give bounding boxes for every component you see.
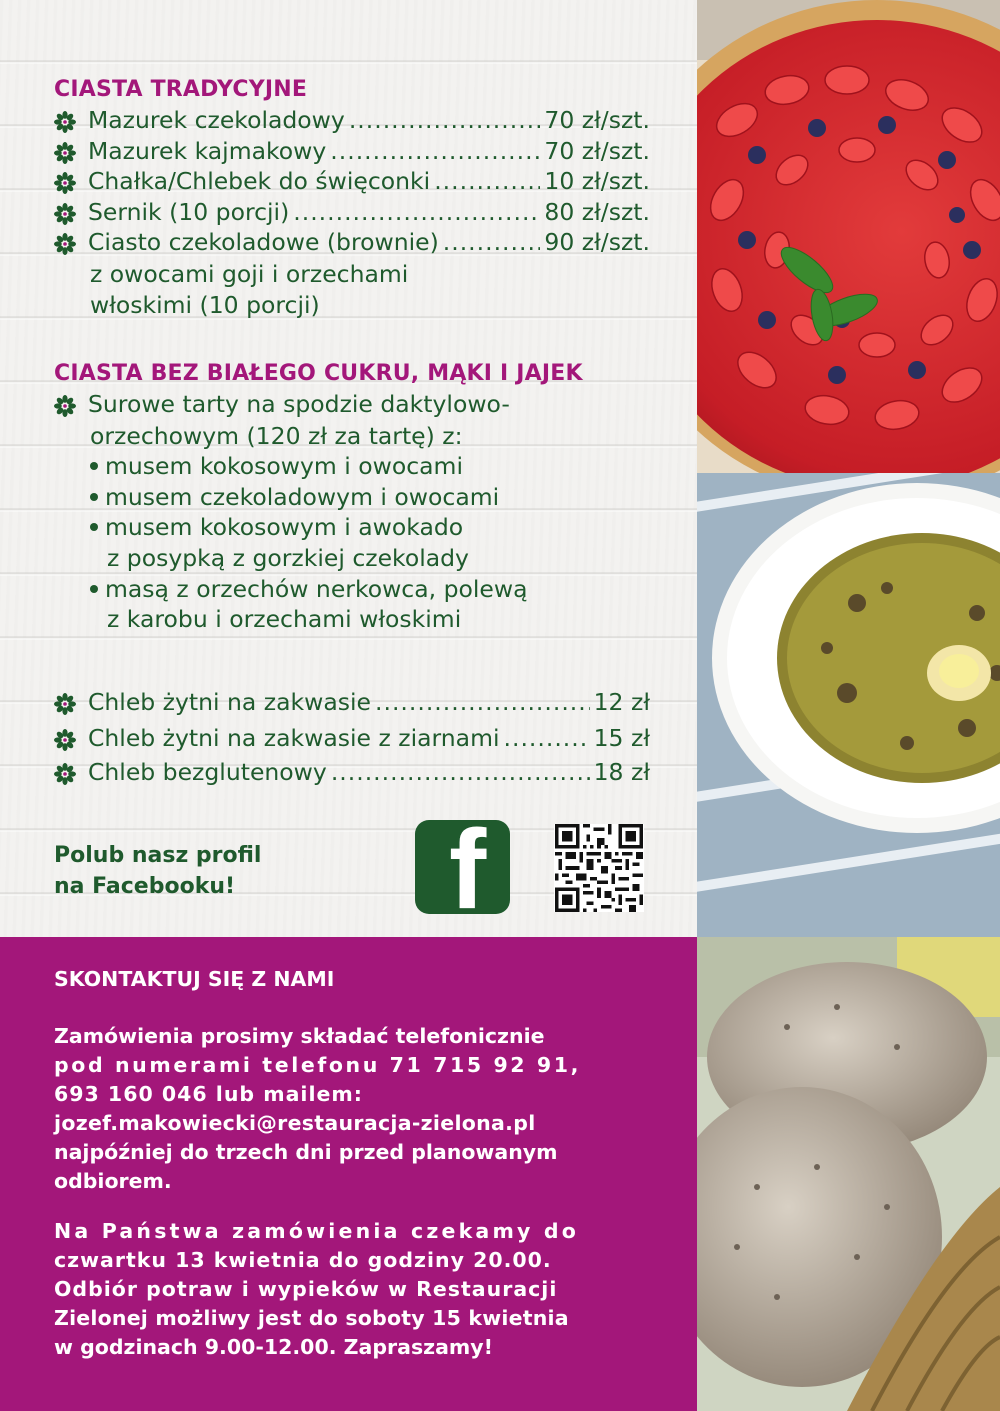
- flower-bullet-icon: [54, 729, 76, 751]
- bread-photo: [697, 937, 1000, 1411]
- menu-panel: [0, 0, 697, 937]
- contact-line: 693 160 046 lub mailem:: [54, 1082, 363, 1106]
- flower-bullet-icon: [54, 203, 76, 225]
- qr-code[interactable]: [554, 824, 644, 912]
- menu-item: Chleb żytni na zakwasie ..... 12 zł: [54, 688, 650, 720]
- contact-line: Zielonej możliwy jest do soboty 15 kwietnia: [54, 1306, 569, 1330]
- flower-bullet-icon: [54, 111, 76, 133]
- contact-line: najpóźniej do trzech dni przed planowanym: [54, 1140, 558, 1164]
- flower-bullet-icon: [54, 763, 76, 785]
- contact-line: w godzinach 9.00-12.00. Zapraszamy!: [54, 1335, 493, 1359]
- contact-panel: [0, 937, 697, 1411]
- menu-item-continuation: z owocami goji i orzechami: [90, 260, 409, 288]
- menu-item-continuation: orzechowym (120 zł za tartę) z:: [90, 422, 463, 450]
- section-title-traditional: CIASTA TRADYCYJNE: [54, 77, 308, 102]
- menu-item: Mazurek kajmakowy ..... 70 zł/szt.: [54, 137, 650, 169]
- list-item-continuation: z karobu i orzechami włoskimi: [107, 605, 462, 633]
- facebook-icon[interactable]: f: [415, 820, 510, 914]
- list-item: musem kokosowym i owocami: [90, 452, 463, 480]
- flower-bullet-icon: [54, 693, 76, 715]
- contact-line: Zamówienia prosimy składać telefonicznie: [54, 1024, 545, 1048]
- contact-line: Na Państwa zamówienia czekamy do: [54, 1219, 580, 1243]
- list-item: musem czekoladowym i owocami: [90, 483, 499, 511]
- contact-title: SKONTAKTUJ SIĘ Z NAMI: [54, 967, 335, 991]
- flower-bullet-icon: [54, 172, 76, 194]
- list-item: musem kokosowym i awokado: [90, 513, 463, 541]
- contact-line: odbiorem.: [54, 1169, 172, 1193]
- flower-bullet-icon: [54, 233, 76, 255]
- contact-line: pod numerami telefonu 71 715 92 91,: [54, 1053, 582, 1077]
- list-item-continuation: z posypką z gorzkiej czekolady: [107, 544, 469, 572]
- list-item: masą z orzechów nerkowca, polewą: [90, 575, 527, 603]
- contact-email[interactable]: jozef.makowiecki@restauracja-zielona.pl: [54, 1111, 536, 1135]
- contact-line: Odbiór potraw i wypieków w Restauracji: [54, 1277, 558, 1301]
- strawberry-tart-photo: [697, 0, 1000, 473]
- menu-item: Ciasto czekoladowe (brownie) ..... 90 zł/szt.: [54, 228, 650, 260]
- flower-bullet-icon: [54, 142, 76, 164]
- menu-item-continuation: włoskimi (10 porcji): [90, 291, 320, 319]
- section-title-sugar-free: CIASTA BEZ BIAŁEGO CUKRU, MĄKI I JAJEK: [54, 361, 583, 386]
- menu-item: Mazurek czekoladowy ..... 70 zł/szt.: [54, 106, 650, 138]
- contact-line: czwartku 13 kwietnia do godziny 20.00.: [54, 1248, 552, 1272]
- menu-item: Surowe tarty na spodzie daktylowo-: [54, 390, 650, 422]
- menu-item: Chałka/Chlebek do święconki ..... 10 zł/szt.: [54, 167, 650, 199]
- flower-bullet-icon: [54, 395, 76, 417]
- soup-photo: [697, 473, 1000, 937]
- menu-item: Sernik (10 porcji) ..... 80 zł/szt.: [54, 198, 650, 230]
- menu-item: Chleb bezglutenowy ..... 18 zł: [54, 758, 650, 790]
- menu-item: Chleb żytni na zakwasie z ziarnami ..... 15 zł: [54, 724, 650, 756]
- facebook-cta: Polub nasz profil na Facebooku!: [54, 843, 262, 899]
